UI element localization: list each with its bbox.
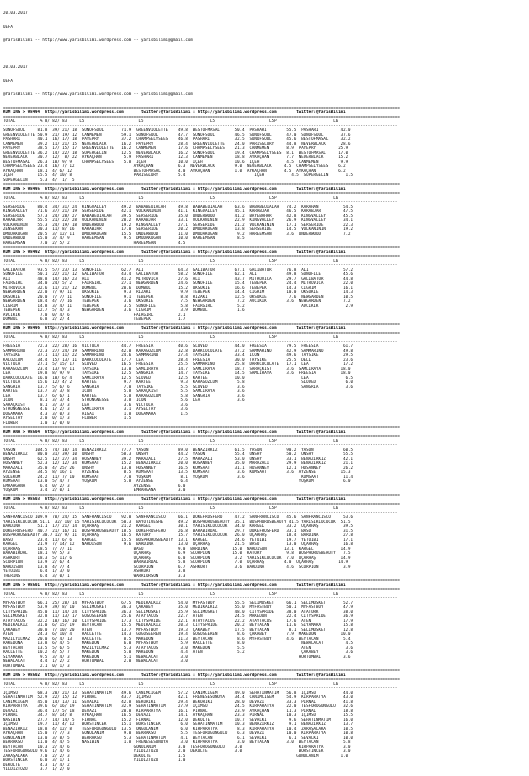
table-row: PIRNAL 34.7 8/ 14/ 8 AYKAÇHAN 16.5 DEVAZI 14.1 AYKAÇHAN 23.3 PIRNAL 10.3 İÇİMSÜ 15.5 [3, 713, 353, 717]
table-row: SUPERGELIN 5.3 4/ 1/ 5 [3, 177, 75, 182]
race-section [3, 578, 527, 668]
table-row: MARAZALI 35.0 4/ 25/ 26 UNSHY 13.0 HOSANNEY 16.5 KUMSAAT 31.1 HOSANNEY 12.1 HOSANNEY 26.2 [3, 465, 353, 470]
table-row: HURTOMBAL 2.1 0/ 1/ 3 [3, 663, 70, 668]
table-row: GREENVIOLETTE 50.9 21/ 19/ 12 CANMEMEN 59.1 SUNOFSOUL 47.7 SUNOFSOUL 46.5 SUNOFSOUL 47.0 SUNOFSOUL 37.6 [3, 132, 351, 137]
rule-top: ================================================================================================================================================================= [3, 578, 400, 582]
table-row: BESTOFMASAL 26.3 10/ 9/ 9 CHAMPSELYSEES 5.8 İÇEH 10.0 İÇEH 10.6 İÇEH 4.5 CANMEMEN 9.9 [3, 159, 349, 164]
table-row: KINGVALLEY 71.6 37/ 21/ 19 SERSERIDE 42.1 VOLKANININ 41.1 KINGVALLEY 45.1 KARABJAR 46.5 KARABJAR 47.5 [3, 209, 353, 213]
table-row: STRONGNESSE 4.6 1/ 2/ 3 SAMLIRAYA 3.1 AYSELTAY 3.6 [3, 407, 188, 411]
table-row: SCORPION 13.9 2/ 6/ 4 BARABIRDAL 5.8 SCORPION 7.0 UÇARHAŞ 4.0 UÇARHAŞ 14.9 [3, 560, 349, 564]
table-row: MYFASTBOY 53.9 39/ 8/ 10 SELIMUSKET 36.3 ÇAKABEY 35.0 MEDIKALKIZ 55.0 MYFASTBOY 50.1 MYFASTBOY 47.9 [3, 605, 353, 609]
table-row: RAKEDONA 13.8 6/ 4/ 5 MAKEDON 6.0 MYFASTBOY 5.9 RACLETTE 8.0 NEWALACAT 4.5 [3, 641, 353, 645]
table-row: BENAZİRKIZ 18.8 4/ 12/ 8 TESFOROGÜNGÜLÜ 13.5 ÖNGÜLANIM 6.0 KIRPARATYA 8.3 KIRPARATYA 10.4 ZARAŞALAKA 10.5 [3, 726, 353, 731]
race-section [3, 425, 527, 493]
rule-dash: ---------------------------------------------------------------------------------------------------------------------------------------------------------------- [3, 339, 398, 344]
table-row: DEKOLTE 4.3 1/ 4/ 2 [3, 762, 70, 767]
section-title: KUM ING > 98501 http://yarisbilimi.wordpress.com twitter:@YarisBilimi : http://yarisbilimi.wordpress.com twitter:@YarisBilimi [3, 582, 346, 587]
table-row: KUMSAAT 13.0 5/ 4/ 7 YOŞKUM 5.8 AYZENSE 6.4 YOŞKUM 6.0 [3, 479, 351, 483]
rule-dash: ---------------------------------------------------------------------------------------------------------------------------------------------------------------- [3, 123, 398, 128]
table-row: AYKAÇHAN 18.1 4/ 6/ 12 BESTOFMASAL 4.0 AYKAÇHAN 1.0 AYKAÇHAN 4.5 AYKAÇHAN 6.2 [3, 168, 346, 173]
table-row: AVCIKIK 7.0 0/ 4/ 6 FAIRGIRL 2.1 [3, 312, 186, 317]
table-row: BASU 23.4 11/ 6/ 6 KARGEL 15.5 BOSPHORUSBEAUTY 13.1 KARGEL 24.6 YETUIBI 19.7 YETUIBI 17.1 [3, 537, 353, 542]
column-header: TOTAL % 8/ 82/ 83 L5 L5 L5 L5P L6 [3, 119, 339, 123]
table-row: FREESIA 72.3 22/ 28/ 16 VICTOLA 44.7 FREESIA 40.6 SLOVED 44.0 FREESIA 79.5 FREESIA 61.7 [3, 344, 353, 348]
rule-dash: ---------------------------------------------------------------------------------------------------------------------------------------------------------------- [3, 510, 398, 515]
table-row: FAIRGIRL 34.0 24/ 5/ 2 FAIRGIRL 27.1 NEWGARDEN 24.6 SUNOFILE 15.4 TEBEPEK 24.4 MITROVICA 22.0 [3, 281, 353, 285]
rule-mid: ================================================================================================================================================================= [3, 677, 400, 681]
table-row: YASON 104.5 74/ 10/ 14 BENAZİRKIZ 77.7 YASON 89.0 BENAZİRKIZ 61.5 YASON 90.2 YASON 60.5 [3, 447, 353, 452]
table-row: THERINS 6.4 3/ 0/ 1 WARRIORSON 3.3 [3, 573, 186, 578]
race-sections [3, 106, 527, 772]
table-row: TAYSIKE 37.1 11/ 11/ 22 SAMMARINO 24.6 SAMMARINO 27.4 TAYSIKE 33.4 ICON 49.6 TAYSIKE 29.5 [3, 353, 353, 357]
column-header: TOTAL % 8/ 82/ 83 L5 L5 L5 L5P L6 [3, 258, 339, 263]
table-row: SANFRANCISCO 109.9 70/ 24/ 15 SANFRANCISCO 92.0 SANFRANCISCO 66.1 DOKEFROSFERO 47.2 SANFRANCISCO 45.6 SANFRANCISCO 53.6 [3, 515, 353, 519]
table-row: BORSTINCEK 6.0 3/ 1/ 1 YILDIZTOZU 1.0 [3, 758, 186, 762]
table-row: UÇARHAŞ 18.5 7/ 7/ 11 BASU 9.0 BARDINA 15.0 NARDISON 13.1 KARGEL 14.9 [3, 546, 351, 551]
race-section [3, 493, 527, 579]
rule-mid: ================================================================================================================================================================= [3, 587, 400, 591]
rule-dash: ---------------------------------------------------------------------------------------------------------------------------------------------------------------- [3, 200, 398, 204]
table-row: BARDINA 51.1 17/ 21/ 14 UÇARHAŞ 21.2 KARGEL 30.1 YARISIKLOCOCUK 34.0 KARGEL 33.2 UÇARHAŞ 39.5 [3, 524, 353, 528]
rule-top: ================================================================================================================================================================= [3, 245, 400, 249]
table-row: BERRAKSU 11.0 4/ 4/ 5 NASIBIN 1.8 FRENESESONUYA 3.0 KIRPARATYA 3.0 BEYTACAN 3.0 BEYTACAN 5.8 [3, 740, 351, 744]
table-row: DEVAZI 36.4 17/ 5/ 18 DEVAZI 20.0 KIRPARATYA 16.1 PIRNAL 23.9 AYKAÇHAN 11.3 PIRNAL 18.8 [3, 708, 353, 713]
table-row: AYZENSE 34.5 8/ 16/ 1 AYZENSE 8.5 KUMSAAT 13.5 KUMSAAT 3.6 KUMSAAT 3.6 AYZENSE 15.3 [3, 470, 351, 474]
rule-dash: ---------------------------------------------------------------------------------------------------------------------------------------------------------------- [3, 686, 398, 690]
header-credit: @YarisBilimi -- http://www.yarisbilimi.wordpress.com -- yarisbilimi@gmail.com [3, 38, 193, 42]
table-row: KARAGOZLUM 23.4 13/ 9/ 11 TAYSIKE 13.0 SAMLIRAYA 14.7 SAMLIRAYA 18.7 SARAÇKIST 3.6 SAMLIRAYA 18.0 [3, 366, 351, 371]
table-row: CANMEMEN 39.2 11/ 21/ 15 NEVERBLACK 16.2 PAYEPRY 28.4 GREENVIOLETTE 24.0 PARISGLORY 44.8 NEVERBLACK 28.6 [3, 141, 351, 146]
column-header: TOTAL % 8/ 82/ 83 L5 L5 L5 L5P L6 [3, 681, 339, 686]
rule-mid: ================================================================================================================================================================= [3, 254, 400, 258]
table-row: SIYAMARA 9.5 3/ 4/ 3 MAKEDON 5.1 NEWALACAT 3.0 HURTOMBAL 3.6 [3, 654, 351, 659]
section-title: KUM ING > 98503 http://yarisbilimi.wordpress.com twitter:@YarisBilimi : http://yarisbilimi.wordpress.com twitter:@YarisBilimi [3, 497, 346, 501]
table-row: MAZILYILMAZ 20.0 6/ 4/ 13 RACLETTE 8.5 MAKEDON 11.3 BEYTACAN 8.6 MYFASTBOY 4.6 BEYTACAN 5.4 [3, 636, 351, 641]
rule-top: ================================================================================================================================================================= [3, 182, 400, 186]
table-row: ZARAŞALAKA 7.0 2/ 2/ 3 DEKOLTE 1.5 GÖNÜLANIM 1.0 [3, 753, 349, 758]
table-row: YILDIZTOZU 3.7 1/ 2/ 0 [3, 767, 70, 771]
table-row: ATEN 24.3 6/ 10/ 4 RACLETTE 14.3 GOGOSEEREN 19.4 GOGOSEEREN 8.6 ÇAKABEY 7.9 MAKEDON 10.0 [3, 632, 351, 636]
table-row: SUNOFSOUL 81.8 39/ 21/ 18 SUNOFSOUL 71.9 GREENVIOLETTE 49.8 BESTOFMASAL 50.4 PASHARI 55.5 PASHARI 42.0 [3, 128, 351, 132]
section-title: KUM ING > 98494 http://yarisbilimi.wordpress.com twitter:@YarisBilimi : http://yarisbilimi.wordpress.com twitter:@YarisBilimi [3, 110, 346, 114]
table-row: HAREEMSAN 7.0 2/ 5/ 2 HAREEMSAN 4.5 [3, 240, 186, 245]
table-row: CHAMPSELYSEES 23.4 16/ 7/ 12 AYKAÇHAN 6.3 NEVERBLACK 9.0 NEVERBLACK 4.5 CHAMPSELYSEES 6.2 [3, 164, 346, 168]
table-row: SEHATİNMATIM 52.9 22/ 15/ 12 PIRNAL 43.7 İÇİMSÜ 42.1 FRENESESONUYA 34.4 CANIMCİGEM 54.9 KIRPARATYA 43.0 [3, 695, 353, 699]
rule-dash: ---------------------------------------------------------------------------------------------------------------------------------------------------------------- [3, 263, 398, 267]
rule-top: ================================================================================================================================================================= [3, 425, 400, 429]
table-row: ASHKURT 18.3 5/ 11/ 6 UÇARHAŞ 6.0 SCORPION 3.2 YARISIKLOCOCUK 7.0 UÇARHAŞ 14.9 [3, 555, 351, 560]
table-row: MEDIKALKIZ 31.0 6/ 15/ 19 BEYTACAN 15.5 MEDIKALKIZ 20.3 CITYSPRIDE 20.2 BEYTACAN 11.6 SIYAMARA 15.8 [3, 623, 353, 627]
table-row: SERSERIDE 80.4 34/ 31/ 24 KINGVALLEY 49.2 BABABEUIALAH 49.8 BABABEUIALAH 63.6 BABABEUIALAH 74.2 KARAHAN 54.5 [3, 204, 353, 209]
column-header: TOTAL % 8/ 82/ 83 L5 L5 L5 L5P L6 [3, 438, 339, 443]
table-row: FLOWER 1.0 1/ 0/ 0 [3, 420, 70, 425]
table-row: DOĞAMARA 4.3 3/ 0/ 3 AIGAI 1.8 DOĞAMARA 1.5 [3, 411, 188, 416]
table-row: LEA 19.8 8/ 9/ 9 TAYSIKE 12.5 SANGRIA 14.7 TAYSIKE 14.5 SAMLIRAYA 3.6 FREESIA 18.0 [3, 371, 351, 375]
table-row: SAMMARINO 72.3 27/ 24/ 19 SAMMARINO 42.0 KARAGOZLUM 32.8 DARKCOCOLATE 37.2 SAMMARINO 42.9 SAMMARINO 49.8 [3, 348, 353, 353]
rule-dash: ---------------------------------------------------------------------------------------------------------------------------------------------------------------- [3, 443, 398, 447]
section-title: KUM ING > 98502 http://yarisbilimi.wordpress.com twitter:@YarisBilimi : http://yarisbilimi.wordpress.com twitter:@YarisBilimi [3, 672, 346, 677]
table-row: NASIBIN 27.7 14/ 14/ 5 FIRNAL 15.2 FIRNAL 12.0 DEKOLTE 10.7 SEVALKI 9.6 SEHATİNMATIM 16.0 [3, 717, 353, 722]
table-row: NEWALACAT 4.4 1/ 2/ 2 HURTOMBAL 2.0 NEWALACAT 3.0 [3, 659, 188, 663]
table-row: ÇAKABEY 30.0 7/ 10/ 20 ATEN 13.7 MYFASTBOY 19.3 ÇAKABEY 17.5 BEYTACAN 8.1 SELIMUSKET 12.8 [3, 627, 353, 632]
table-row: KIRPARATYA 39.6 6/ 16/ 19 SEHATİNMATIM 32.9 SEHATİNMATIM 27.9 İÇİMSÜ 24.5 KIRPARATYA 22.0 TESFOROGÜNGÜLÜ 32.6 [3, 704, 353, 708]
header2-credit: @YarisBilimi -- http://www.yarisbilimi.wordpress.com -- yarisbilimi@gmail.com [3, 92, 193, 96]
table-row: VICTOLA 27.1 5/ 15/ 17 SLOVED 16.5 FREESIA 25.5 SAMMARINO 25.8 DARKCOCOLATE 17.1 LEA 17.2 [3, 362, 353, 366]
table-row: KARGEL 21.9 7/ 14/ 12 NARDISON 9.6 BARDINA 13.0 UÇARHAŞ 21.5 BASU 13.0 UÇARHAŞ 16.8 [3, 542, 353, 546]
race-section [3, 245, 527, 322]
rule-mid: ================================================================================================================================================================= [3, 434, 400, 438]
table-row: RACLETTE 10.2 4/ 5/ 7 MAKEDON 5.0 MAKEDON 4.4 ATEN 5.2 ÇAKABEY 3.6 [3, 650, 353, 654]
rule-top: ================================================================================================================================================================= [3, 668, 400, 672]
table-row: İÇİMSÜ 68.3 20/ 21/ 13 SEHATİNMATIM 49.6 CANIMCİGEM 57.2 CANIMCİGEM 49.0 SEHATİNMATIM 56.8 İÇİMSÜ 44.0 [3, 690, 353, 695]
section-title: KUM ING > 98492 http://yarisbilimi.wordpress.com twitter:@YarisBilimi : http://yarisbilimi.wordpress.com twitter:@YarisBilimi [3, 249, 346, 254]
table-row: ALI 48.8 14/ 16/ 23 ALI 41.2 MITROVICA 27.6 ALI 43.7 MITROVICA 29.7 GALIBATUR 44.8 [3, 276, 353, 281]
header-date: 20.03.2017 [3, 11, 28, 15]
rule-mid: ================================================================================================================================================================= [3, 330, 400, 335]
table-row: ICON 8.1 3/ 3/ 4 STRONGNESSE 3.8 ICON 5.6 LEA 3.6 [3, 398, 245, 402]
column-header: TOTAL % 8/ 82/ 83 L5 L5 L5 L5P L6 [3, 195, 339, 200]
table-row: DMUDAKOGAN 20.5 3/ 12/ 11 DMUDAKOGAN 15.5 UNDERWOOD 11.0 DMUDAKOGAN 9.2 HAREEMSAN 3.6 UNDERWOOD 7.2 [3, 231, 351, 236]
table-row: ATAYTACUS 32.2 10/ 16/ 10 CITYSPRIDE 17.3 CITYSPRIDE 22.1 ATAYTACUS 22.2 ATAYTACUS 17.6 ATEN 17.9 [3, 618, 353, 623]
table-row: NEWGARDEN 18.4 4/ 7/ 16 TEBEPEK 3.6 ÖKSÜKIE 7.5 NEWGARDEN 7.2 AVCIKIK 3.6 NEWGARDEN 7.2 [3, 299, 351, 303]
table-row: İÇİMSÜ 19.7 11/ 4/ 12 BORSTINCEK 15.1 BORSTINCEK 6.0 SEHATİNMATIM 10.3 BENAZİRKIZ 9.1 BENAZİRKIZ 13.7 [3, 722, 353, 726]
table-row: SUNOFILE 50.1 22/ 21/ 12 GALIBATUR 43.4 GALIBATUR 58.2 SUNOFILE 62.1 ALI 49.8 SUNOFILE 45.6 [3, 272, 353, 276]
race-section [3, 322, 527, 426]
table-row: BEYTACAN 13.5 5/ 6/ 5 MAZILYILMAZ 5.3 ATAYTACUS 3.0 MAKEDON 5.5 ATEN 3.6 [3, 645, 353, 650]
table-row: SULEKUM 24.2 11/ 7/ 10 KUMSAAT 7.0 YOŞKUM 8.1 YOŞKUM 3.6 KUMSAAT 11.4 [3, 474, 353, 479]
table-row: KALOZLUM 34.4 15/ 13/ 11 DARKCOCOLATE 17.7 LEA 28.4 FREESIA 30.0 TAYSIKE 25.5 DELL 23.6 [3, 357, 353, 362]
table-row: PAYEPRY 38.5 17/ 15/ 17 GREENVIOLETTE 16.2 CANMEMEN 17.6 CHAMPSELYSEES 21.3 CANMEMEN 8.9 PAYEPRY 25.9 [3, 146, 349, 150]
table-row: BOSPHORUSBEAUTY 30.7 12/ 9/ 11 UÇARHAŞ 16.5 KATORY 15.7 YARISIKLOCOCUK 26.0 UÇARHAŞ 18.4 BARDINA 27.8 [3, 533, 353, 537]
table-row: MYFASTBOY 66.1 25/ 28/ 14 MYFASTBOY 67.5 MEDIKALKIZ 54.0 MYFASTBOY 55.5 SELIMUSKET 66.1 SELIMUSKET 52.7 [3, 600, 353, 605]
table-row: LEA 13.7 6/ 6/ 1 KARTEE 5.8 KARAGOZLUM 5.8 SANGRIA 3.6 [3, 393, 245, 398]
table-row: GÖNÜLANIM 13.0 3/ 8/ 5 BERRAKSU 5.3 SEHATİNMATIM 4.1 BEYTACAN 6.1 SEVALKI 6.1 SEVALKI 10.0 [3, 735, 353, 740]
section-title: KUM ING > 98496 http://yarisbilimi.wordpress.com twitter:@YarisBilimi : http://yarisbilimi.wordpress.com twitter:@YarisBilimi [3, 326, 346, 330]
rule-mid: ================================================================================================================================================================= [3, 114, 400, 119]
table-row: TESFOROGÜNGÜLÜ 9.6 1/ 4/ 6 YILDIZTOZU 2.0 DEKOLTE 3.0 BORSTINCEK 3.0 [3, 749, 351, 753]
table-row: UNSHY 62.5 12/ 27/ 34 HOSANNEY 39.2 MARAZALI 27.5 MARAZALI 53.0 UNSHY 33.1 BENAZİRKIZ 42.1 [3, 456, 353, 461]
rule-top: ================================================================================================================================================================= [3, 492, 400, 497]
table-row: SERSERIDE 57.3 24/ 28/ 27 BABABEUIALAH 39.5 SERSERIDE 35.0 UNDERWOOD 41.2 BAYEBAHAR 42.8 KINGVALLEY 45.5 [3, 213, 353, 218]
spacer [3, 52, 527, 57]
race-section [3, 106, 527, 183]
table-row: VICTOLA 15.6 12/ 4/ 2 KARTEE 9.7 KARTEE 9.3 KARAGOZLUM 5.8 SLOVED 6.0 [3, 380, 353, 384]
table-row: ÖKSÜKIE 20.0 7/ 7/ 11 SUNOFILE 9.1 TEBEPEK 8.8 RIZAKI 12.5 ÖKSÜKIE 7.6 NEWGARDEN 10.5 [3, 294, 353, 299]
table-row: UNDERWOOD 15.0 3/ 4/ 9 HAREEMSAN 9.5 DMUDAKOGAN 10.0 HAREEMSAN 8.5 [3, 236, 245, 240]
table-row: SARAÇKIST 8.1 3/ 3/ 3 LEA 3.6 VICTOLA 3.6 [3, 402, 188, 407]
header2-code: UEFA [3, 78, 13, 83]
table-row: TEBEPEK 12.7 5/ 4/ 3 NEWGARDEN 3.6 CİGRIM 3.9 DOMBUL 1.6 [3, 308, 245, 312]
table-row: AYKAÇHAN 15.0 7/ 7/ 3 GÖNÜLANIM 9.0 BERRAKSU 5.5 TESFOROGÜNGÜLÜ 6.3 DEVAZI 10.0 KIRPARATYA 10.8 [3, 731, 353, 735]
table-row: KARABJAR 55.5 21/ 22/ 28 VOLKANININ 20.2 KARABJAR 33.1 VOLKANININ 22.9 KINGVALLEY 26.9 KINGVALLEY 34.1 [3, 218, 353, 222]
table-row: BARABIRDAL 18.1 9/ 5/ 3 UÇARHAŞ 6.9 SCORPION 15.0 KATORY 9.8 BOSPHORUSBEAUTY 7.5 [3, 551, 351, 555]
table-row: CANIMCİGEM 45.0 14/ 13/ 11 SEVALKI 42.8 BEKORIKI 29.4 BEKORIKI 28.0 DEVAZI 33.3 PIRNAL 41.8 [3, 699, 353, 704]
table-row: VOLKANININ 55.3 24/ 19/ 18 UNDERWOOD 19.2 KINGVALLEY 27.1 SERSERIDE 21.2 VOLKANININ 17.1 SERSERIDE 22.3 [3, 222, 353, 227]
table-row: DOMBUL 6.8 2/ 2/ 4 TEBEPEK 1.7 [3, 317, 186, 321]
race-section [3, 182, 527, 245]
table-row: İÇEH 15.5 4/ 10/ 8 PARISGLORY 5.4 İÇEH 4.5 SUPERGELIN 1.5 [3, 173, 353, 177]
table-row: CITYSPRIDE 45.0 11/ 14/ 24 CITYSPRIDE 36.3 SELIMUSKET 25.9 SELIMUSKET 48.0 CITYSPRIDE 38.0 ATATÜRK 38.0 [3, 609, 353, 614]
table-row: SELIMUSKET 32.8 11/ 13/ 17 GOGOSEEREN 25.6 ATAYTACUS 22.7 ATEN 24.5 MAKEDON 22.4 CITYSPRIDE 36.9 [3, 614, 353, 618]
column-header: TOTAL % 8/ 82/ 83 L5 L5 L5 L5P L6 [3, 506, 339, 510]
rule-mid: ================================================================================================================================================================= [3, 191, 400, 195]
table-row: MITROVICA 32.6 11/ 21/ 12 DOMBUL 20.6 DOMBUL 15.2 ÖKSÜKIE 16.6 TEBEPEK 14.3 CİGRIM 16.1 [3, 285, 353, 290]
rule-dash: ---------------------------------------------------------------------------------------------------------------------------------------------------------------- [3, 596, 398, 600]
table-row: PASHARI 40.1 16/ 17/ 18 PAYEPRY 37.2 CHAMPSELYSEES 46.8 PASHARI 32.5 SUNOFSOUL 45.6 BESTOFMASAL 32.2 [3, 137, 351, 141]
table-row: AYSELTAY 2.0 0/ 1/ 3 FLOWER 1.5 [3, 416, 132, 420]
table-row: CİGRIM 14.8 3/ 4/ 11 TEBEPEK 3.5 SUNOFILE 5.8 FAIRGIRL 5.2 AVCIKIK 2.9 [3, 303, 353, 308]
table-row: YARISIKLOCOCUK 51.1 32/ 10/ 15 YARISIKLOCOCUK 50.3 BAYOTIVESHE 49.2 BOSPHORUSBEAUTY 35.1 BOSPHORUSBEAUTY 41.5 YARISIKLOCOCUK 51.5 [3, 519, 351, 524]
table-row: YETUIBI 6.4 1/ 3/ 0 ASHKURT 3.8 [3, 569, 186, 573]
rule-mid: ================================================================================================================================================================= [3, 501, 400, 506]
table-row: YOŞKUM 3.4 2/ 0/ 1 EMRAHGANA 3.0 [3, 488, 186, 492]
table-row: NARDISON 13.8 4/ 7/ 4 SCORPION 6.7 ASHKURT 3.6 BARDINA 4.6 SCORPION 3.9 [3, 564, 351, 569]
table-row: NEWGARDEN 22.0 7/ 9/ 11 ÖKSÜKIE 9.3 RIZAKI 9.9 TEBEPEK 14.4 CİGRIM 10.0 ÖKSÜKIE 14.3 [3, 290, 353, 294]
table-row: NEVERBLACK 30.7 12/ 8/ 22 AYKAÇHAN 5.9 PASHARI 12.3 CANMEMEN 18.8 AYKAÇHAN 7.7 NEVERBLACK 15.2 [3, 155, 349, 159]
table-row: SANGRIA 13.7 5/ 6/ 6 SANGRIA 7.0 TAYSIKE 5.5 SLOVED 3.6 SANGRIA 3.6 [3, 384, 353, 389]
rule-top: ================================================================================================================================================================= [3, 105, 400, 110]
section-title: KUM ANA > 98504 http://yarisbilimi.wordpress.com twitter:@YarisBilimi : http://yarisbilimi.wordpress.com twitter:@YarisBilimi [3, 429, 346, 434]
table-row: BEYTACAN 10.3 2/ 4/ 6 GÖNÜLANIM 3.0 TESFOROGÜNGÜLÜ 3.0 KIRPARATYA 3.0 [3, 744, 351, 749]
header-code: UEFA [3, 24, 13, 29]
table-row: ZENSEKAN 30.3 11/ 8/ 16 KARABJAR 17.0 SERSERIDE 20.2 DMUDAKOGAN 13.8 SERSERIDE 14.5 VOLKANININ 19.2 [3, 227, 353, 231]
table-row: DOKEFROSFERO 40.7 21/ 16/ 11 BOSPHORUSBEAUTY 18.5 DOKEFROSFERO 26.8 BARABIRDAL 29.7 DOKEFROSFERO 33.1 BASU 31.5 [3, 528, 353, 533]
rule-top: ================================================================================================================================================================= [3, 321, 400, 326]
table-row: GALIBATUR 93.5 57/ 23/ 13 SUNOFILE 62.7 ALI 64.3 GALIBATUR 67.1 GALIBATUR 76.8 ALI 57.2 [3, 267, 353, 272]
column-header: TOTAL % 8/ 82/ 83 L5 L5 L5 L5P L6 [3, 335, 339, 339]
column-header: TOTAL % 8/ 82/ 83 L5 L5 L5 L5P L6 [3, 591, 339, 596]
table-row: DARKCOCOLATE 16.0 10/ 6/ 4 SAMLIRAYA 12.5 SLOVED 12.5 KARTEE 10.0 LEA 6.5 [3, 375, 353, 380]
table-row: HOSANNEY 52.3 12/ 12/ 34 KUMSAAT 15.2 BENAZİRKIZ 20.0 HOSANNEY 35.0 MARAZALI 29.9 BENAZİRKIZ 21.1 [3, 461, 353, 465]
header2-date: 20.03.2017 [3, 65, 28, 69]
table-row: KARTEE 13.7 3/ 3/ 8 ICON 5.8 SARAÇKIST 5.5 SAMLIRAYA 3.6 [3, 389, 245, 393]
table-row: BENAZİRKIZ 80.0 31/ 39/ 10 UNSHY 58.3 UNSHY 44.2 YASON 55.4 UNSHY 50.2 UNSHY 55.5 [3, 452, 353, 456]
table-row: GREENVIOLETTE 36.2 14/ 22/ 18 SUPERGELIN 12.5 NEVERBLACK 16.2 SONOFSOUL 19.4 CHAMPSELYSEES 8.1 BESTOFMASAL 17.0 [3, 150, 349, 155]
table-row: EMRAHGANA 6.4 0/ 2/ 3 AYZENSE 6.0 [3, 483, 186, 488]
section-title: KUM ING > 98495 http://yarisbilimi.wordpress.com twitter:@YarisBilimi : http://yarisbilimi.wordpress.com twitter:@YarisBilimi [3, 186, 346, 191]
